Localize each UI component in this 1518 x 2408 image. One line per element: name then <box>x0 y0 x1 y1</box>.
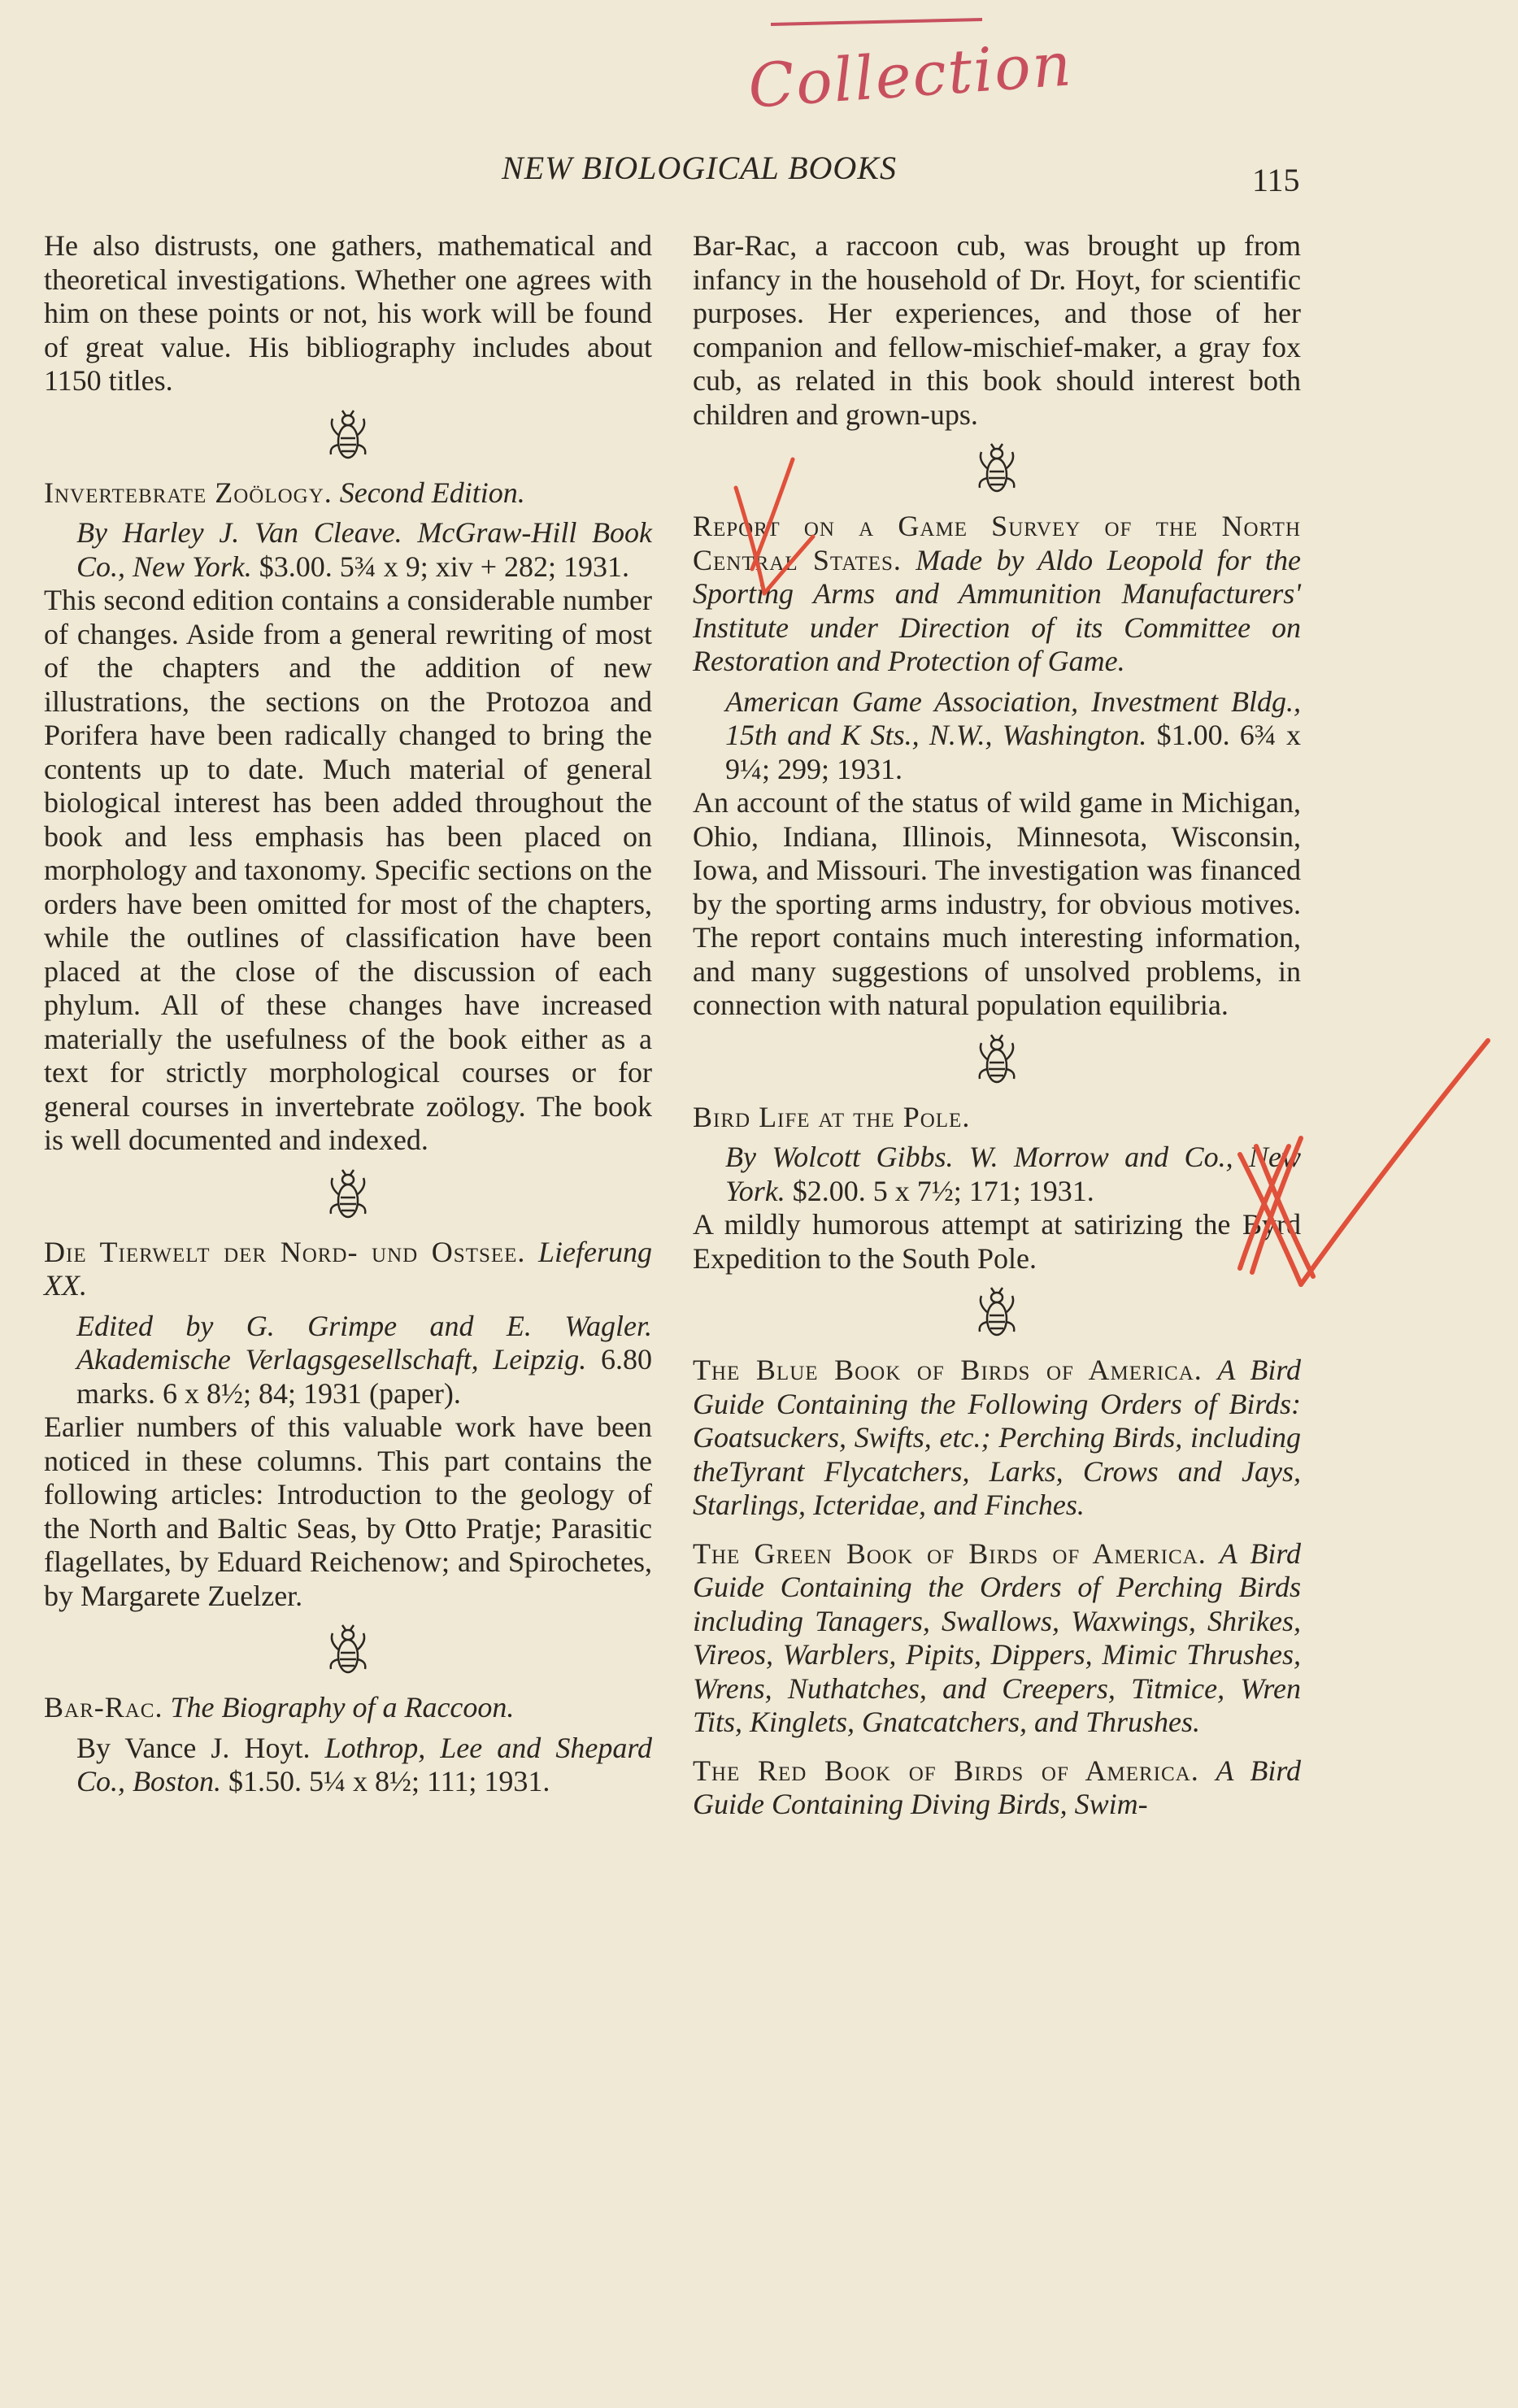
bee-ornament-icon <box>693 1023 1301 1101</box>
book-edition: Second Edition. <box>339 476 525 509</box>
author: By Vance J. Hoyt. <box>76 1731 311 1764</box>
author-publisher: American Game Association, Investment Bldg., 15th and K Sts., N.W., Washington. <box>725 685 1301 751</box>
book-title: The Red Book of Birds of America. <box>693 1754 1199 1787</box>
intro-paragraph: He also distrusts, one gathers, mathematical and theoretical investigations. Whether one agrees with him on these points or not, his work will be found of great value. His bibliography includes about 1150 titles. <box>44 229 652 397</box>
page-number: 115 <box>1252 162 1300 198</box>
book-entry-title <box>693 510 1301 679</box>
book-entry-title <box>44 1691 652 1725</box>
price-format: $3.00. 5¾ x 9; xiv + 282; 1931. <box>259 550 630 583</box>
book-title: The Blue Book of Birds of America. <box>693 1354 1203 1386</box>
bee-ornament-icon <box>44 398 652 476</box>
bibliographic-details <box>76 516 652 584</box>
book-title: Die Tierwelt der Nord- und Ostsee. <box>44 1235 526 1268</box>
bibliographic-details <box>76 1732 652 1799</box>
bee-ornament-icon <box>44 1158 652 1236</box>
book-subtitle: Lieferung XX. <box>44 1235 653 1302</box>
book-subtitle: The Biography of a Raccoon. <box>170 1691 515 1723</box>
book-subtitle: A Bird Guide Containing Diving Birds, Swim- <box>693 1754 1302 1820</box>
review-text: A mildly humorous attempt at satirizing the Byrd Expedition to the South Pole. <box>693 1208 1301 1275</box>
price-format: $2.00. 5 x 7½; 171; 1931. <box>792 1174 1094 1207</box>
book-entry-title <box>693 1354 1301 1523</box>
book-entry-title <box>44 1236 652 1303</box>
book-title: Invertebrate Zoölogy. <box>44 476 333 509</box>
price-format: $1.00. 6¾ x 9¼; 299; 1931. <box>725 719 1302 785</box>
review-text: Earlier numbers of this valuable work have been noticed in these columns. This part contains the following articles: Introduction to the geology of the North and Baltic Seas, by Otto Pratje; Parasitic flagellates, by Eduard Reichenow; and Spirochetes, by Margarete Zuelzer. <box>44 1410 652 1612</box>
bibliographic-details <box>725 685 1301 787</box>
book-subtitle: Made by Aldo Leopold for the Sporting Arms and Ammunition Manufacturers' Institute under Direction of its Committee on Restoration and Protection of Game. <box>693 543 1301 677</box>
bee-ornament-icon <box>693 1276 1301 1354</box>
review-text: An account of the status of wild game in Michigan, Ohio, Indiana, Illinois, Minnesota, Wisconsin, Iowa, and Missouri. The investigation was financed by the sporting arms industry, for obvious motives. The report contains much interesting information, and many suggestions of unsolved problems, in connection with natural population equilibria. <box>693 786 1301 1021</box>
review-text: This second edition contains a considerable number of changes. Aside from a general rewriting of most of the chapters and the addition of new illustrations, the sections on the Protozoa and Porifera have been radically changed to bring the contents up to date. Much material of general biological interest has been added throughout the book and less emphasis has been placed on morphology and taxonomy. Specific sections on the orders have been omitted for most of the chapters, while the outlines of classification have been placed at the close of the discussion of each phylum. All of these changes have increased materially the usefulness of the book either as a text for strictly morphological courses or for general courses in invertebrate zoölogy. The book is well documented and indexed. <box>44 584 652 1156</box>
book-entry-title <box>693 1537 1301 1740</box>
book-subtitle: A Bird Guide Containing the Orders of Perching Birds including Tanagers, Swallows, Waxwings, Shrikes, Vireos, Warblers, Pipits, Dippers, Mimic Thrushes, Wrens, Nuthatches, and Creepers, Titmice, Wren Tits, Kinglets, Gnatcatchers, and Thrushes. <box>693 1537 1302 1738</box>
book-title: Bird Life at the Pole. <box>693 1100 971 1133</box>
publisher: Lothrop, Lee and Shepard Co., Boston. <box>76 1731 653 1797</box>
right-column <box>693 229 1301 1822</box>
book-title: Report on a Game Survey of the North Central States. <box>693 510 1301 576</box>
spacer <box>693 1523 1301 1537</box>
bibliographic-details <box>76 1310 652 1411</box>
intro-paragraph: Bar-Rac, a raccoon cub, was brought up from infancy in the household of Dr. Hoyt, for scientific purposes. Her experiences, and those of her companion and fellow-mischief-maker, a gray fox cub, as related in this book should interest both children and grown-ups. <box>693 229 1301 431</box>
book-entry-title <box>693 1754 1301 1822</box>
book-title: The Green Book of Birds of America. <box>693 1537 1207 1570</box>
book-subtitle: A Bird Guide Containing the Following Orders of Birds: Goatsuckers, Swifts, etc.; Perching Birds, including theTyrant Flycatchers, Larks, Crows and Jays, Starlings, Icteridae, and Finches. <box>693 1354 1301 1521</box>
author-publisher: By Harley J. Van Cleave. McGraw-Hill Book Co., New York. <box>76 516 652 583</box>
price-format: 6.80 marks. 6 x 8½; 84; 1931 (paper). <box>76 1343 652 1410</box>
bibliographic-details <box>725 1141 1301 1208</box>
handwritten-annotation: Collection <box>746 29 1075 122</box>
book-title: Bar-Rac. <box>44 1691 163 1723</box>
spacer <box>693 1740 1301 1754</box>
book-entry-title <box>44 476 652 511</box>
bee-ornament-icon <box>693 432 1301 510</box>
book-entry-title <box>693 1101 1301 1135</box>
left-column <box>44 229 652 1799</box>
bee-ornament-icon <box>44 1613 652 1691</box>
annotation-underline <box>771 20 982 24</box>
price-format: $1.50. 5¼ x 8½; 111; 1931. <box>228 1765 550 1797</box>
running-header: NEW BIOLOGICAL BOOKS <box>502 150 897 186</box>
author-publisher: By Wolcott Gibbs. W. Morrow and Co., New York. <box>725 1141 1301 1207</box>
author-publisher: Edited by G. Grimpe and E. Wagler. Akademische Verlagsgesellschaft, Leipzig. <box>76 1309 652 1376</box>
